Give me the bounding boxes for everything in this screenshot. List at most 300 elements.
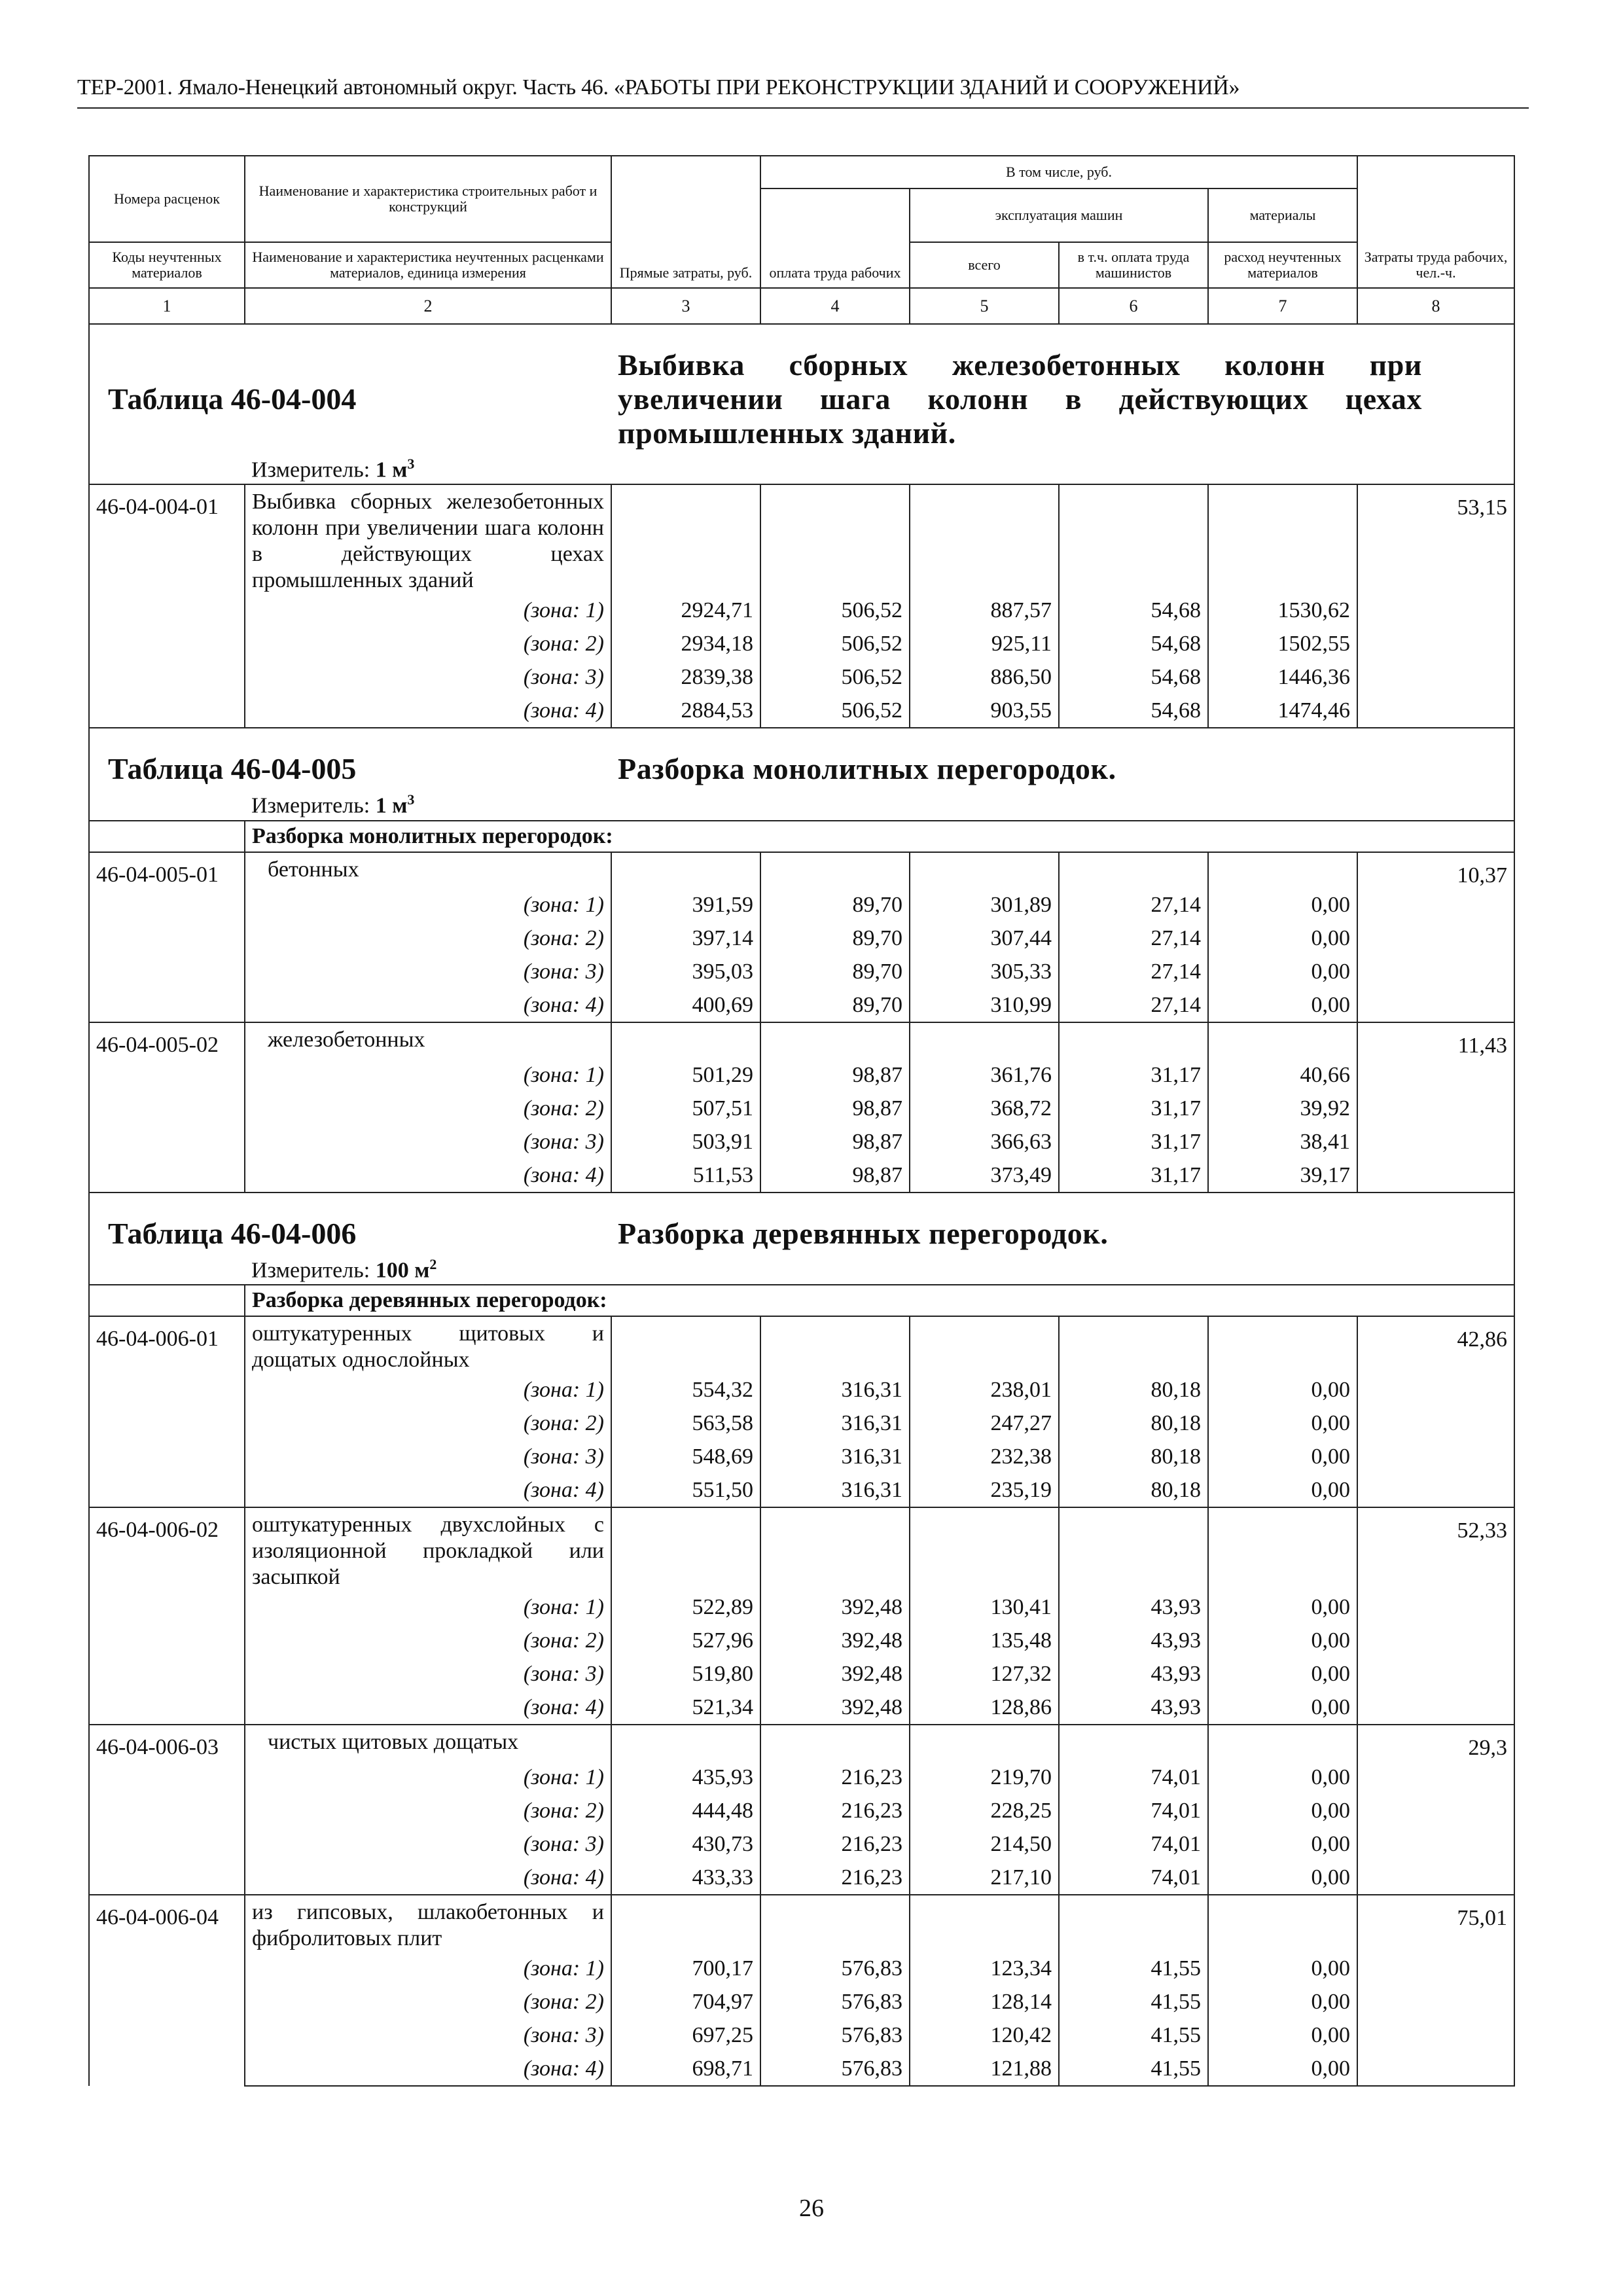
- labor-spacer: [1357, 694, 1514, 728]
- value-direct: 554,32: [611, 1373, 760, 1407]
- section-title-row: [89, 324, 1514, 450]
- group-row: [89, 1285, 1514, 1316]
- item-row: [89, 1316, 1514, 1373]
- group-row: [89, 821, 1514, 852]
- value-direct: 444,48: [611, 1794, 760, 1827]
- value-mach-pay: 54,68: [1059, 594, 1208, 627]
- value-mach-pay: 41,55: [1059, 1985, 1208, 2018]
- labor-spacer: [1357, 1624, 1514, 1657]
- zone-row: [89, 627, 1514, 660]
- value-pay: 89,70: [760, 922, 910, 955]
- value-mach: 301,89: [910, 888, 1059, 922]
- value-mach: 219,70: [910, 1761, 1059, 1794]
- item-code: 46-04-005-02: [89, 1022, 245, 1193]
- table-title: Разборка монолитных перегородок.: [611, 728, 1514, 786]
- value-mach: 886,50: [910, 660, 1059, 694]
- value-mach-pay: 43,93: [1059, 1590, 1208, 1624]
- value-direct: 700,17: [611, 1952, 760, 1985]
- value-mat: 0,00: [1208, 888, 1357, 922]
- zone-row: [89, 988, 1514, 1022]
- zone-row: [89, 1407, 1514, 1440]
- col-machines-pay: в т.ч. оплата труда машинистов: [1059, 242, 1208, 288]
- col-direct: Прямые затраты, руб.: [611, 156, 760, 288]
- empty-cell: [760, 1507, 910, 1590]
- value-mat: 1530,62: [1208, 594, 1357, 627]
- zone-label: (зона: 3): [245, 2018, 611, 2052]
- empty-cell: [910, 1022, 1059, 1058]
- empty-cell: [1208, 1895, 1357, 1952]
- labor-cost: 75,01: [1357, 1895, 1514, 1952]
- labor-cost: 52,33: [1357, 1507, 1514, 1590]
- item-name: оштукатуренных двухслойных с изоляционной прокладкой или засыпкой: [245, 1507, 611, 1590]
- zone-label: (зона: 3): [245, 1827, 611, 1861]
- value-mach-pay: 31,17: [1059, 1058, 1208, 1092]
- value-mat: 38,41: [1208, 1125, 1357, 1158]
- value-pay: 98,87: [760, 1125, 910, 1158]
- group-title: Разборка деревянных перегородок:: [245, 1285, 1514, 1316]
- zone-row: [89, 1373, 1514, 1407]
- zone-row: [89, 1440, 1514, 1473]
- zone-row: [89, 594, 1514, 627]
- empty-cell: [1208, 1507, 1357, 1590]
- item-name: бетонных: [245, 852, 611, 888]
- zone-label: (зона: 3): [245, 660, 611, 694]
- value-mach-pay: 54,68: [1059, 627, 1208, 660]
- zone-label: (зона: 2): [245, 1092, 611, 1125]
- empty-cell: [611, 484, 760, 594]
- labor-spacer: [1357, 627, 1514, 660]
- value-mach-pay: 27,14: [1059, 888, 1208, 922]
- value-mat: 1474,46: [1208, 694, 1357, 728]
- zone-label: (зона: 1): [245, 1761, 611, 1794]
- value-mat: 0,00: [1208, 1407, 1357, 1440]
- empty-cell: [1208, 484, 1357, 594]
- measure-spacer: [89, 450, 245, 484]
- zone-row: [89, 2018, 1514, 2052]
- value-mach: 135,48: [910, 1624, 1059, 1657]
- value-mach-pay: 74,01: [1059, 1761, 1208, 1794]
- value-mat: 40,66: [1208, 1058, 1357, 1092]
- measure-sup: 3: [407, 791, 415, 808]
- value-mach-pay: 54,68: [1059, 694, 1208, 728]
- value-mach-pay: 80,18: [1059, 1440, 1208, 1473]
- value-direct: 395,03: [611, 955, 760, 988]
- value-mach: 235,19: [910, 1473, 1059, 1507]
- labor-spacer: [1357, 1590, 1514, 1624]
- value-mach: 247,27: [910, 1407, 1059, 1440]
- labor-spacer: [1357, 1657, 1514, 1691]
- zone-row: [89, 660, 1514, 694]
- value-pay: 216,23: [760, 1761, 910, 1794]
- value-direct: 2884,53: [611, 694, 760, 728]
- value-pay: 576,83: [760, 2018, 910, 2052]
- zone-row: [89, 1158, 1514, 1193]
- zone-row: [89, 1473, 1514, 1507]
- colnum-7: 7: [1208, 288, 1357, 324]
- labor-spacer: [1357, 2018, 1514, 2052]
- empty-cell: [1059, 1507, 1208, 1590]
- value-pay: 89,70: [760, 888, 910, 922]
- value-direct: 522,89: [611, 1590, 760, 1624]
- value-mach-pay: 54,68: [1059, 660, 1208, 694]
- value-direct: 551,50: [611, 1473, 760, 1507]
- column-numbers-row: [89, 288, 1514, 324]
- empty-cell: [1059, 484, 1208, 594]
- value-pay: 506,52: [760, 660, 910, 694]
- value-pay: 98,87: [760, 1092, 910, 1125]
- colnum-1: 1: [89, 288, 245, 324]
- value-pay: 506,52: [760, 627, 910, 660]
- value-mach: 130,41: [910, 1590, 1059, 1624]
- item-code: 46-04-004-01: [89, 484, 245, 728]
- table-header: [89, 156, 1514, 324]
- labor-spacer: [1357, 2052, 1514, 2086]
- zone-label: (зона: 4): [245, 1158, 611, 1193]
- value-mach-pay: 27,14: [1059, 955, 1208, 988]
- value-mach: 128,14: [910, 1985, 1059, 2018]
- empty-cell: [910, 484, 1059, 594]
- value-mach: 238,01: [910, 1373, 1059, 1407]
- measure-cell: [245, 1251, 1514, 1285]
- labor-spacer: [1357, 1952, 1514, 1985]
- value-direct: 563,58: [611, 1407, 760, 1440]
- zone-label: (зона: 4): [245, 988, 611, 1022]
- value-mach-pay: 27,14: [1059, 922, 1208, 955]
- table-number: Таблица 46-04-005: [89, 728, 611, 786]
- measure-cell: [245, 450, 1514, 484]
- item-row: [89, 1895, 1514, 1952]
- zone-label: (зона: 2): [245, 627, 611, 660]
- value-pay: 316,31: [760, 1373, 910, 1407]
- value-mat: 0,00: [1208, 988, 1357, 1022]
- labor-spacer: [1357, 1794, 1514, 1827]
- col-machines: эксплуатация машин: [910, 188, 1208, 242]
- empty-cell: [760, 1725, 910, 1761]
- zone-label: (зона: 1): [245, 1373, 611, 1407]
- value-pay: 89,70: [760, 955, 910, 988]
- value-pay: 216,23: [760, 1827, 910, 1861]
- value-mach-pay: 43,93: [1059, 1657, 1208, 1691]
- value-mach-pay: 41,55: [1059, 2018, 1208, 2052]
- value-mach-pay: 43,93: [1059, 1624, 1208, 1657]
- item-name: Выбивка сборных железобетонных колонн при увеличении шага колонн в действующих цехах промышленных зданий: [245, 484, 611, 594]
- labor-spacer: [1357, 1407, 1514, 1440]
- empty-cell: [611, 1316, 760, 1373]
- zone-row: [89, 1624, 1514, 1657]
- value-mach: 121,88: [910, 2052, 1059, 2086]
- value-mat: 39,17: [1208, 1158, 1357, 1193]
- item-row: [89, 1022, 1514, 1058]
- labor-spacer: [1357, 1761, 1514, 1794]
- zone-label: (зона: 2): [245, 1985, 611, 2018]
- measure-label: Измеритель:: [251, 457, 370, 482]
- value-direct: 507,51: [611, 1092, 760, 1125]
- labor-spacer: [1357, 1058, 1514, 1092]
- labor-cost: 11,43: [1357, 1022, 1514, 1058]
- empty-cell: [910, 1507, 1059, 1590]
- zone-label: (зона: 1): [245, 1952, 611, 1985]
- empty-cell: [760, 1022, 910, 1058]
- zone-label: (зона: 2): [245, 1407, 611, 1440]
- value-pay: 98,87: [760, 1158, 910, 1193]
- empty-cell: [611, 1507, 760, 1590]
- labor-spacer: [1357, 660, 1514, 694]
- measure-row: [89, 450, 1514, 484]
- value-pay: 316,31: [760, 1440, 910, 1473]
- colnum-2: 2: [245, 288, 611, 324]
- group-spacer: [89, 821, 245, 852]
- value-mach: 305,33: [910, 955, 1059, 988]
- value-direct: 2934,18: [611, 627, 760, 660]
- value-mach-pay: 74,01: [1059, 1794, 1208, 1827]
- value-mach-pay: 31,17: [1059, 1125, 1208, 1158]
- value-direct: 397,14: [611, 922, 760, 955]
- col-materials-unaccounted: расход неучтенных материалов: [1208, 242, 1357, 288]
- value-pay: 89,70: [760, 988, 910, 1022]
- empty-cell: [1059, 1725, 1208, 1761]
- value-direct: 400,69: [611, 988, 760, 1022]
- value-pay: 98,87: [760, 1058, 910, 1092]
- empty-cell: [1059, 1316, 1208, 1373]
- zone-row: [89, 1590, 1514, 1624]
- col-name-bottom: Наименование и характеристика неучтенных расценками материалов, единица измерения: [245, 242, 611, 288]
- zone-row: [89, 955, 1514, 988]
- zone-label: (зона: 2): [245, 1624, 611, 1657]
- value-pay: 216,23: [760, 1794, 910, 1827]
- empty-cell: [1059, 1895, 1208, 1952]
- zone-row: [89, 1861, 1514, 1895]
- zone-label: (зона: 3): [245, 1657, 611, 1691]
- zone-row: [89, 1827, 1514, 1861]
- item-name: чистых щитовых дощатых: [245, 1725, 611, 1761]
- zone-label: (зона: 3): [245, 955, 611, 988]
- col-code-top: Номера расценок: [89, 156, 245, 242]
- labor-spacer: [1357, 1985, 1514, 2018]
- labor-spacer: [1357, 1473, 1514, 1507]
- group-title: Разборка монолитных перегородок:: [245, 821, 1514, 852]
- value-mach-pay: 80,18: [1059, 1373, 1208, 1407]
- measure-spacer: [89, 1251, 245, 1285]
- empty-cell: [611, 1725, 760, 1761]
- empty-cell: [910, 852, 1059, 888]
- empty-cell: [1208, 1316, 1357, 1373]
- empty-cell: [910, 1725, 1059, 1761]
- zone-row: [89, 1092, 1514, 1125]
- value-pay: 506,52: [760, 694, 910, 728]
- zone-label: (зона: 4): [245, 2052, 611, 2086]
- labor-spacer: [1357, 955, 1514, 988]
- empty-cell: [1059, 852, 1208, 888]
- zone-label: (зона: 3): [245, 1125, 611, 1158]
- value-mach: 120,42: [910, 2018, 1059, 2052]
- labor-spacer: [1357, 1092, 1514, 1125]
- value-mach: 366,63: [910, 1125, 1059, 1158]
- measure-label: Измеритель:: [251, 1257, 370, 1282]
- value-mach: 123,34: [910, 1952, 1059, 1985]
- value-pay: 576,83: [760, 2052, 910, 2086]
- item-row: [89, 484, 1514, 594]
- measure-value: 100 м: [375, 1257, 430, 1282]
- zone-label: (зона: 2): [245, 1794, 611, 1827]
- value-direct: 391,59: [611, 888, 760, 922]
- value-mat: 0,00: [1208, 1624, 1357, 1657]
- value-mach: 903,55: [910, 694, 1059, 728]
- measure-value: 1 м: [375, 793, 408, 818]
- value-direct: 433,33: [611, 1861, 760, 1895]
- empty-cell: [611, 1895, 760, 1952]
- zone-row: [89, 1794, 1514, 1827]
- value-mach-pay: 31,17: [1059, 1158, 1208, 1193]
- colnum-5: 5: [910, 288, 1059, 324]
- zone-label: (зона: 1): [245, 1058, 611, 1092]
- value-direct: 501,29: [611, 1058, 760, 1092]
- value-mach: 228,25: [910, 1794, 1059, 1827]
- value-mat: 0,00: [1208, 1794, 1357, 1827]
- value-direct: 548,69: [611, 1440, 760, 1473]
- colnum-6: 6: [1059, 288, 1208, 324]
- value-mat: 0,00: [1208, 922, 1357, 955]
- empty-cell: [1208, 852, 1357, 888]
- zone-label: (зона: 4): [245, 1473, 611, 1507]
- value-mat: 0,00: [1208, 1952, 1357, 1985]
- labor-spacer: [1357, 1440, 1514, 1473]
- value-pay: 216,23: [760, 1861, 910, 1895]
- measure-row: [89, 786, 1514, 820]
- value-mach: 217,10: [910, 1861, 1059, 1895]
- empty-cell: [1208, 1725, 1357, 1761]
- section-title-row: [89, 1193, 1514, 1251]
- labor-spacer: [1357, 1861, 1514, 1895]
- value-mach: 368,72: [910, 1092, 1059, 1125]
- zone-row: [89, 888, 1514, 922]
- value-mach-pay: 43,93: [1059, 1691, 1208, 1725]
- value-direct: 521,34: [611, 1691, 760, 1725]
- zone-row: [89, 1657, 1514, 1691]
- value-mat: 0,00: [1208, 1827, 1357, 1861]
- value-mach: 310,99: [910, 988, 1059, 1022]
- zone-row: [89, 1058, 1514, 1092]
- value-mat: 0,00: [1208, 2052, 1357, 2086]
- empty-cell: [760, 484, 910, 594]
- value-mat: 1502,55: [1208, 627, 1357, 660]
- value-direct: 2924,71: [611, 594, 760, 627]
- zone-label: (зона: 1): [245, 888, 611, 922]
- zone-label: (зона: 4): [245, 1691, 611, 1725]
- labor-spacer: [1357, 1158, 1514, 1193]
- value-mat: 0,00: [1208, 1761, 1357, 1794]
- zone-row: [89, 2052, 1514, 2086]
- col-labor-pay: оплата труда рабочих: [760, 188, 910, 288]
- page-number: 26: [799, 2195, 824, 2222]
- value-pay: 392,48: [760, 1657, 910, 1691]
- labor-spacer: [1357, 1827, 1514, 1861]
- labor-spacer: [1357, 594, 1514, 627]
- empty-cell: [760, 852, 910, 888]
- value-mat: 0,00: [1208, 1373, 1357, 1407]
- empty-cell: [760, 1316, 910, 1373]
- value-direct: 519,80: [611, 1657, 760, 1691]
- item-name: оштукатуренных щитовых и дощатых однослойных: [245, 1316, 611, 1373]
- zone-row: [89, 694, 1514, 728]
- zone-row: [89, 1761, 1514, 1794]
- empty-cell: [1208, 1022, 1357, 1058]
- group-spacer: [89, 1285, 245, 1316]
- zone-row: [89, 1691, 1514, 1725]
- value-mach-pay: 41,55: [1059, 1952, 1208, 1985]
- value-mach: 925,11: [910, 627, 1059, 660]
- empty-cell: [611, 1022, 760, 1058]
- empty-cell: [910, 1895, 1059, 1952]
- labor-cost: 53,15: [1357, 484, 1514, 594]
- item-code: 46-04-006-01: [89, 1316, 245, 1507]
- value-mat: 0,00: [1208, 955, 1357, 988]
- price-table: [88, 155, 1515, 2087]
- zone-row: [89, 1952, 1514, 1985]
- value-direct: 698,71: [611, 2052, 760, 2086]
- colnum-8: 8: [1357, 288, 1514, 324]
- value-pay: 392,48: [760, 1691, 910, 1725]
- measure-sup: 2: [429, 1255, 437, 1272]
- value-direct: 430,73: [611, 1827, 760, 1861]
- labor-spacer: [1357, 988, 1514, 1022]
- item-row: [89, 1507, 1514, 1590]
- measure-label: Измеритель:: [251, 793, 370, 818]
- value-mat: 1446,36: [1208, 660, 1357, 694]
- value-direct: 435,93: [611, 1761, 760, 1794]
- value-pay: 316,31: [760, 1473, 910, 1507]
- measure-row: [89, 1251, 1514, 1285]
- value-mat: 0,00: [1208, 1861, 1357, 1895]
- value-mach: 373,49: [910, 1158, 1059, 1193]
- table-number: Таблица 46-04-004: [89, 324, 611, 450]
- zone-label: (зона: 1): [245, 1590, 611, 1624]
- zone-label: (зона: 3): [245, 1440, 611, 1473]
- value-mach-pay: 31,17: [1059, 1092, 1208, 1125]
- item-code: 46-04-005-01: [89, 852, 245, 1022]
- value-mat: 0,00: [1208, 1473, 1357, 1507]
- value-mat: 0,00: [1208, 1691, 1357, 1725]
- value-mach-pay: 80,18: [1059, 1407, 1208, 1440]
- value-mach: 214,50: [910, 1827, 1059, 1861]
- value-mach-pay: 74,01: [1059, 1861, 1208, 1895]
- value-mach: 361,76: [910, 1058, 1059, 1092]
- empty-cell: [760, 1895, 910, 1952]
- labor-cost: 42,86: [1357, 1316, 1514, 1373]
- value-pay: 316,31: [760, 1407, 910, 1440]
- zone-label: (зона: 1): [245, 594, 611, 627]
- zone-row: [89, 1125, 1514, 1158]
- col-machines-total: всего: [910, 242, 1059, 288]
- value-direct: 704,97: [611, 1985, 760, 2018]
- empty-cell: [1059, 1022, 1208, 1058]
- value-pay: 392,48: [760, 1624, 910, 1657]
- value-mach: 127,32: [910, 1657, 1059, 1691]
- table-title: Выбивка сборных железобетонных колонн при увеличении шага колонн в действующих цехах промышленных зданий.: [611, 324, 1514, 450]
- value-mach: 887,57: [910, 594, 1059, 627]
- value-mach-pay: 74,01: [1059, 1827, 1208, 1861]
- zone-row: [89, 1985, 1514, 2018]
- zone-label: (зона: 2): [245, 922, 611, 955]
- empty-cell: [611, 852, 760, 888]
- item-row: [89, 1725, 1514, 1761]
- value-pay: 506,52: [760, 594, 910, 627]
- value-direct: 527,96: [611, 1624, 760, 1657]
- measure-spacer: [89, 786, 245, 820]
- section-title-row: [89, 728, 1514, 786]
- col-code-bottom: Коды неучтенных материалов: [89, 242, 245, 288]
- table-body: [89, 324, 1514, 2086]
- labor-spacer: [1357, 1373, 1514, 1407]
